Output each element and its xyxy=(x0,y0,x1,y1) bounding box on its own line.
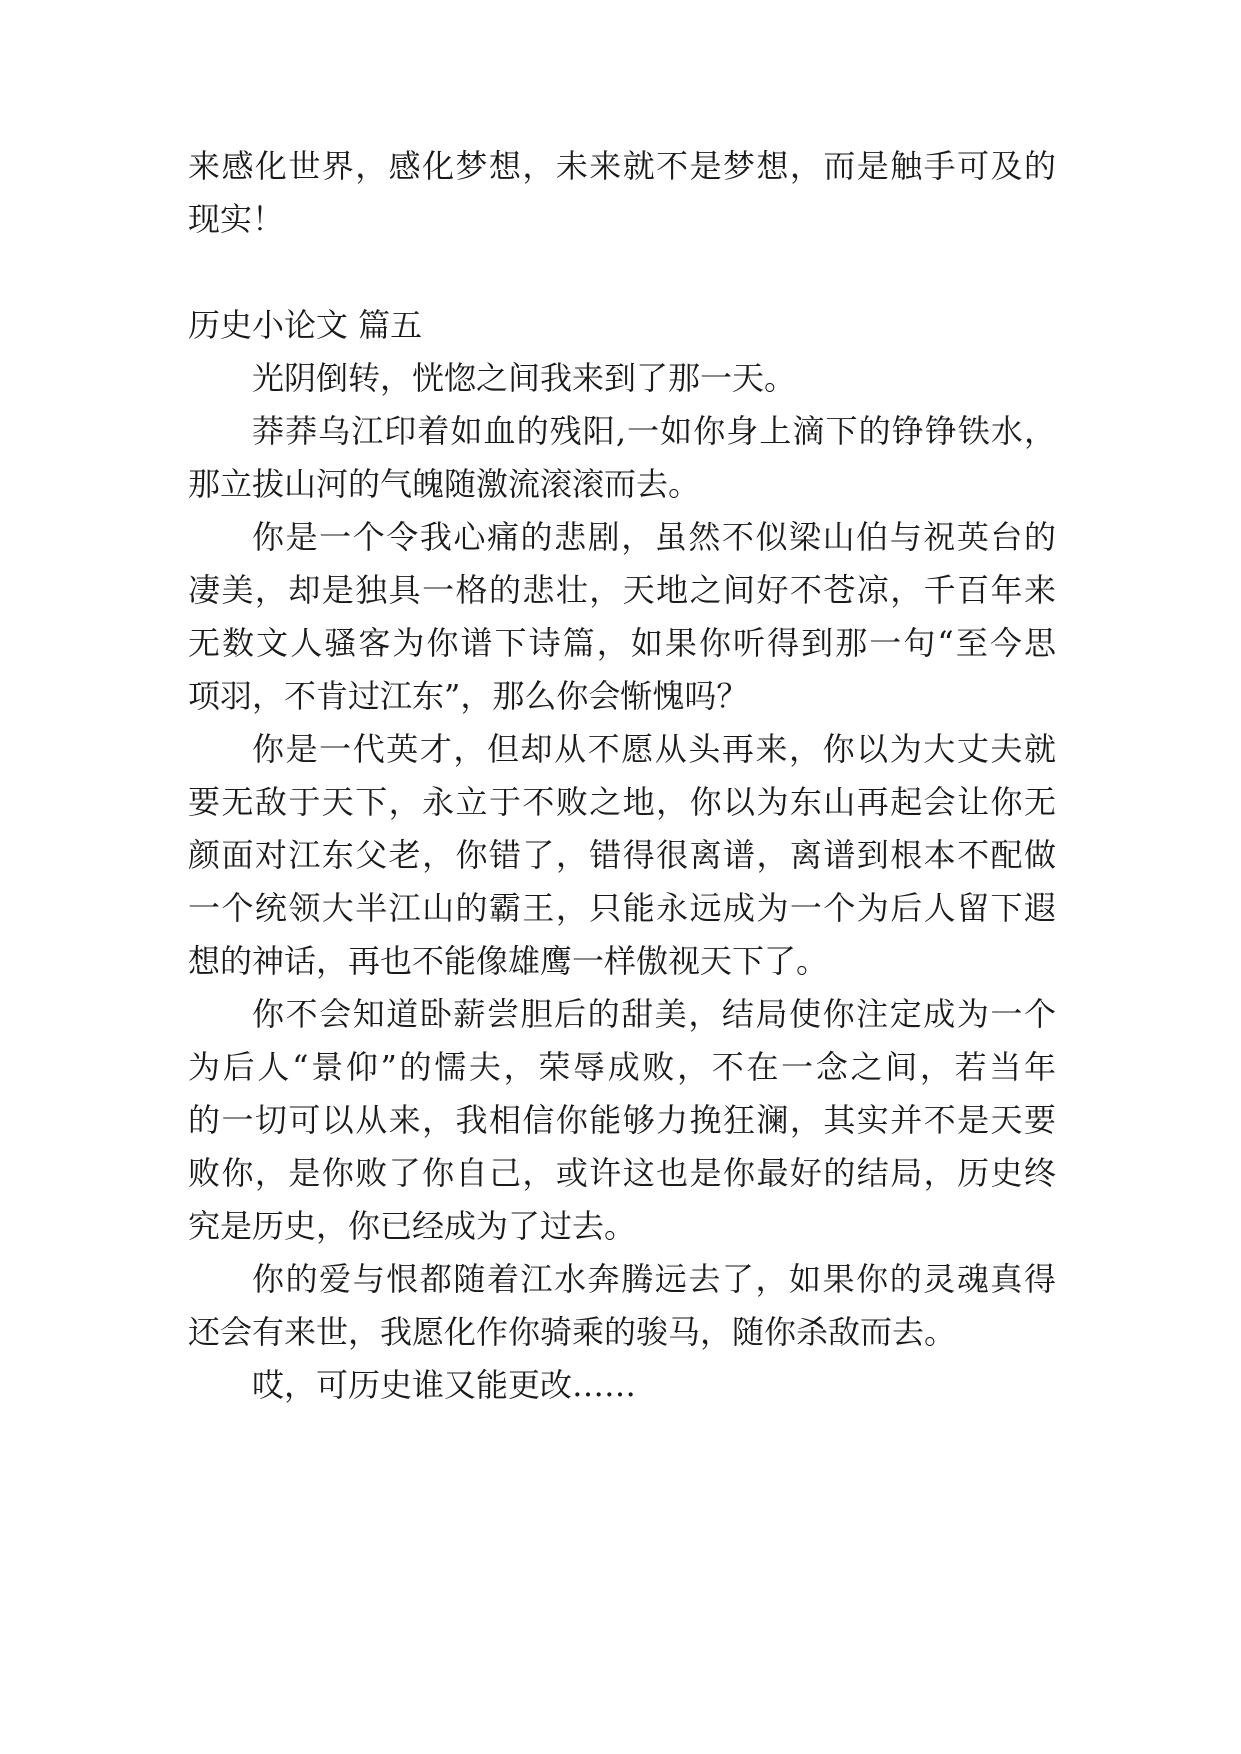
text-line: 你是一代英才，但却从不愿从头再来，你以为大丈夫就 xyxy=(252,730,1056,768)
text-line: 那立拔山河的气魄随激流滚滚而去。 xyxy=(188,465,701,503)
text-line: 来感化世界，感化梦想，未来就不是梦想，而是触手可及的 xyxy=(188,147,1056,185)
text-line: 颜面对江东父老，你错了，错得很离谱，离谱到根本不配做 xyxy=(188,836,1056,874)
text-line: 的一切可以从来，我相信你能够力挽狂澜，其实并不是天要 xyxy=(188,1101,1056,1139)
text-line: 哎，可历史谁又能更改…… xyxy=(252,1366,637,1404)
text-line: 现实！ xyxy=(188,200,285,238)
text-line: 凄美，却是独具一格的悲壮，天地之间好不苍凉，千百年来 xyxy=(188,571,1056,609)
text-line: 还会有来世，我愿化作你骑乘的骏马，随你杀敌而去。 xyxy=(188,1313,957,1351)
section-title: 历史小论文 篇五 xyxy=(188,306,423,344)
text-line: 一个统领大半江山的霸王，只能永远成为一个为后人留下遐 xyxy=(188,889,1056,927)
text-line: 莽莽乌江印着如血的残阳,一如你身上滴下的铮铮铁水， xyxy=(252,412,1056,450)
document-page xyxy=(188,0,1056,1754)
text-line: 为后人“景仰”的懦夫，荣辱成败，不在一念之间，若当年 xyxy=(188,1048,1056,1086)
text-line: 你是一个令我心痛的悲剧，虽然不似梁山伯与祝英台的 xyxy=(252,518,1056,556)
text-line: 败你，是你败了你自己，或许这也是你最好的结局，历史终 xyxy=(188,1154,1056,1192)
text-line: 光阴倒转，恍惚之间我来到了那一天。 xyxy=(252,359,797,397)
text-line: 项羽，不肯过江东”，那么你会惭愧吗？ xyxy=(188,677,749,715)
text-line: 究是历史，你已经成为了过去。 xyxy=(188,1207,637,1245)
text-line: 无数文人骚客为你谱下诗篇，如果你听得到那一句“至今思 xyxy=(188,624,1056,662)
text-line: 你的爱与恨都随着江水奔腾远去了，如果你的灵魂真得 xyxy=(252,1260,1056,1298)
text-line: 想的神话，再也不能像雄鹰一样傲视天下了。 xyxy=(188,942,829,980)
text-line: 要无敌于天下，永立于不败之地，你以为东山再起会让你无 xyxy=(188,783,1056,821)
text-line: 你不会知道卧薪尝胆后的甜美，结局使你注定成为一个 xyxy=(252,995,1056,1033)
